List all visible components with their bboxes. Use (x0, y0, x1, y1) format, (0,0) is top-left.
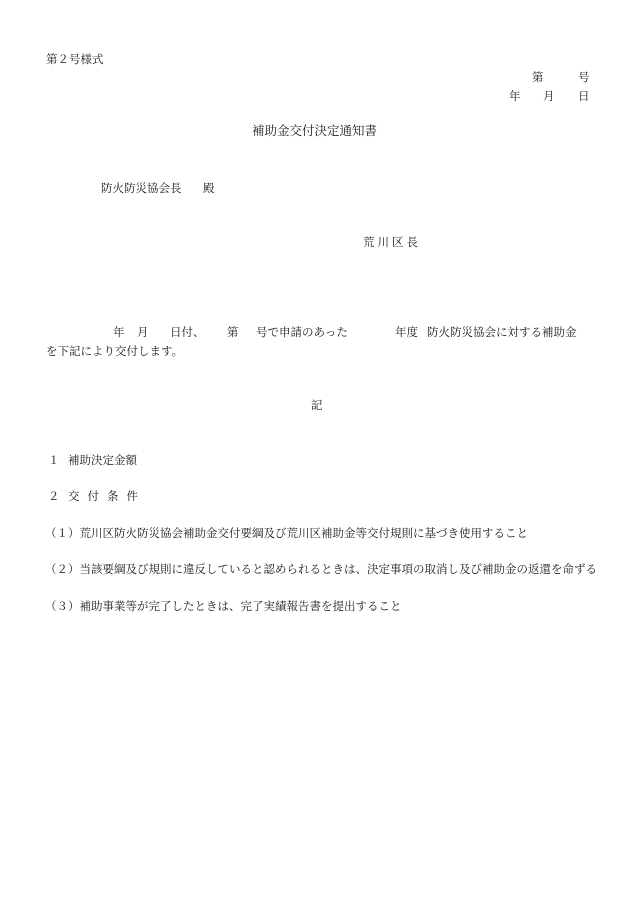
date-year-label: 年 (509, 89, 521, 103)
body-fiscal-year-label: 年度 (395, 325, 418, 339)
body-number-prefix: 第 (227, 325, 239, 339)
body-paragraph-line-2: を下記により交付します。 (46, 344, 184, 358)
date-day-label: 日 (578, 89, 590, 103)
item-label-conditions: 交付条件 (68, 489, 146, 503)
body-month-label: 月 (137, 325, 149, 339)
item-number: １ (48, 453, 60, 467)
item-number: ２ (48, 489, 60, 503)
body-year-label: 年 (113, 325, 125, 339)
condition-item: （１）荒川区防火防災協会補助金交付要綱及び荒川区補助金等交付規則に基づき使用すること (45, 526, 528, 540)
body-association-text: 防火防災協会に対する補助金 (427, 325, 577, 339)
item-label-subsidy-amount: 補助決定金額 (68, 453, 137, 467)
document-number-suffix: 号 (578, 70, 590, 84)
date-month-label: 月 (543, 89, 555, 103)
form-number: 第２号様式 (46, 52, 104, 66)
document-title: 補助金交付決定通知書 (252, 123, 378, 138)
addressee-name: 防火防災協会長 (101, 181, 182, 195)
addressee-honorific: 殿 (203, 181, 215, 195)
document-number-label: 第 (532, 70, 544, 84)
condition-item: （２）当該要綱及び規則に違反していると認められるときは、決定事項の取消し及び補助金の返還を命ずる (45, 562, 597, 576)
condition-item: （３）補助事業等が完了したときは、完了実績報告書を提出すること (45, 599, 402, 613)
body-date-of-label: 日付、 (170, 325, 205, 339)
issuer-name: 荒川区長 (363, 235, 421, 249)
body-applied-text: 号で申請のあった (256, 325, 348, 339)
ki-heading: 記 (311, 398, 323, 412)
